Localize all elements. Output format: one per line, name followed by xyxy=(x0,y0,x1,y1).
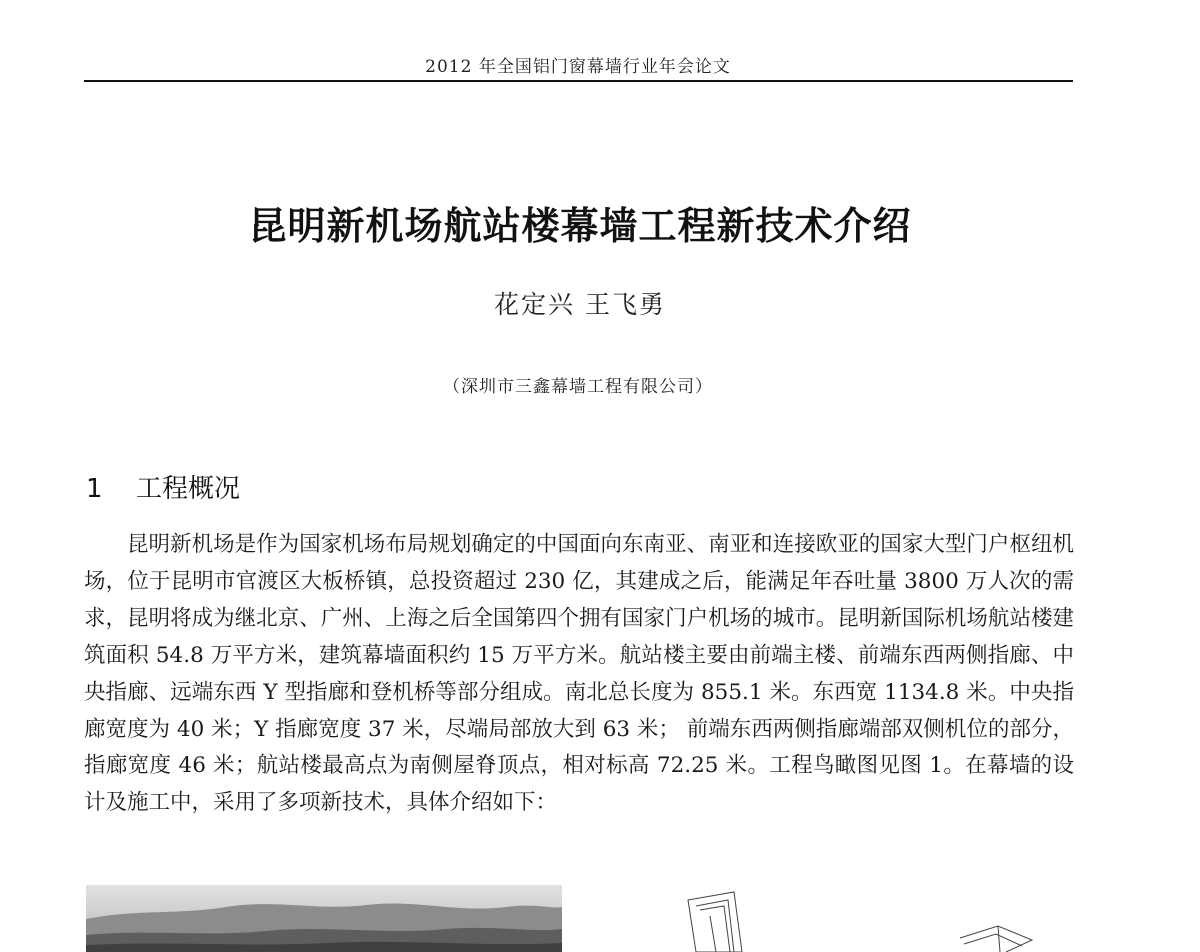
paper-title: 昆明新机场航站楼幕墙工程新技术介绍 xyxy=(248,204,912,248)
aerial-photo-image xyxy=(86,885,562,952)
terminal-line-drawing xyxy=(660,880,1060,952)
section-title: 工程概况 xyxy=(136,474,241,504)
header-rule xyxy=(84,80,1073,82)
paper-authors: 花定兴 王飞勇 xyxy=(494,290,666,319)
section-paragraph: 昆明新机场是作为国家机场布局规划确定的中国面向东南亚、南亚和连接欧亚的国家大型门户枢纽机场，位于昆明市官渡区大板桥镇，总投资超过 230 亿，其建成之后，能满足年吞吐量 3800 万人次的需求，昆明将成为继北京、广州、上海之后全国第四个拥有国家门户机场的城市。昆明新国际机场航站楼建筑面积 54.8 万平方米，建筑幕墙面积约 15 万平方米。航站楼主要由前端主楼、前端东西两侧指廊、中央指廊、远端东西 Y 型指廊和登机桥等部分组成。南北总长度为 855.1 米。东西宽 1134.8 米。中央指廊宽度为 40 米；Y 指廊宽度 37 米，尽端局部放大到 63 米； 前端东西两侧指廊端部双侧机位的部分，指廊宽度 46 米；航站楼最高点为南侧屋脊顶点，相对标高 72.25 米。工程鸟瞰图见图 1。在幕墙的设计及施工中，采用了多项新技术，具体介绍如下： xyxy=(84,532,1074,816)
running-header: 2012 年全国铝门窗幕墙行业年会论文 xyxy=(425,57,731,77)
section-heading xyxy=(86,468,240,505)
paper-affiliation: （深圳市三鑫幕墙工程有限公司） xyxy=(443,377,713,397)
section-number: 1 xyxy=(86,474,103,504)
terminal-drawing-image xyxy=(660,880,1060,952)
aerial-photo-figure xyxy=(86,885,562,952)
